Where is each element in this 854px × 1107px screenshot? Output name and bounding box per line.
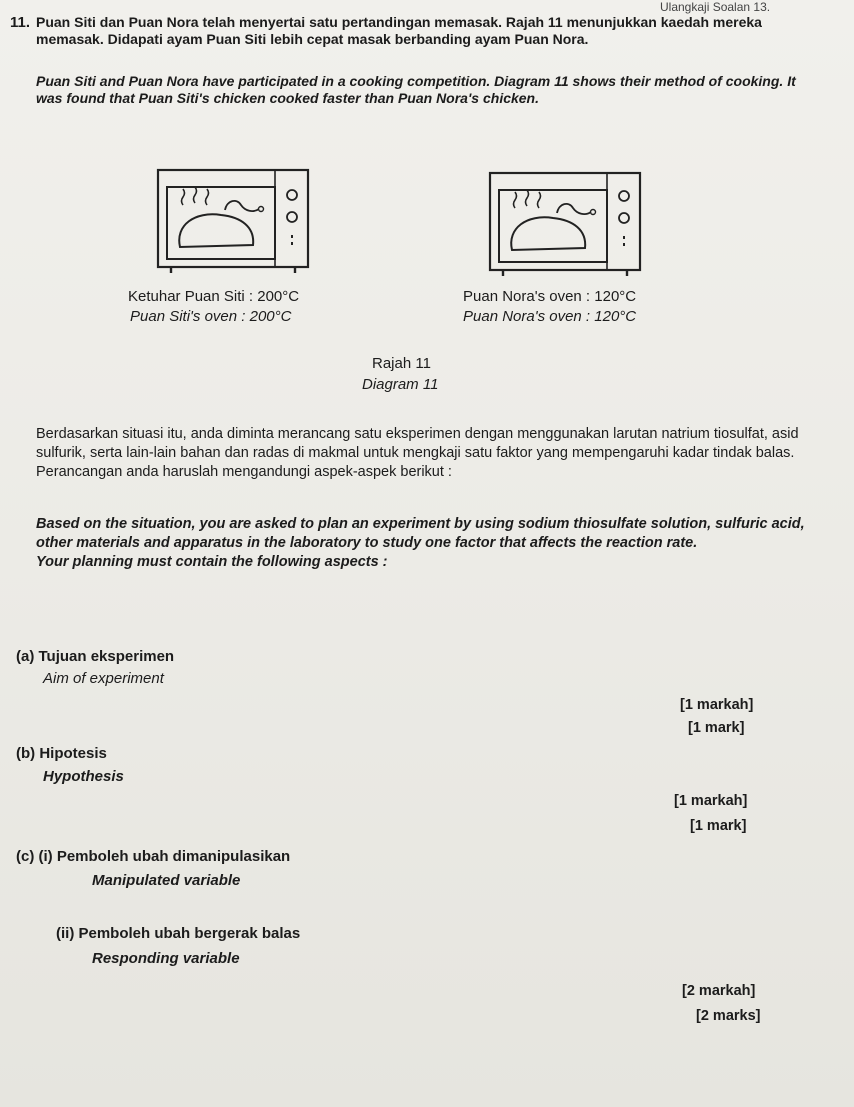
question-intro-malay: Puan Siti dan Puan Nora telah menyertai satu pertandingan memasak. Rajah 11 menunjukkan kaedah mereka memasak. Didapati ayam Puan Siti lebih cepat masak berbanding ayam Puan Nora. <box>36 14 762 47</box>
part-c-i-label-malay: (c) (i) Pemboleh ubah dimanipulasikan <box>16 848 291 865</box>
page-header-text: Ulangkaji Soalan 13. <box>660 0 771 14</box>
instructions-english-text: Based on the situation, you are asked to plan an experiment by using sodium thiosulfate solution, sulfuric acid, other materials and apparatus in the laboratory to study one factor that affects the reaction rate. <box>36 516 805 551</box>
diagram-caption-malay: Rajah 11 <box>372 355 431 372</box>
part-a-marks-english: [1 mark] <box>688 720 745 736</box>
question-intro-english: Puan Siti and Puan Nora have participated in a cooking competition. Diagram 11 shows their method of cooking. It was found that Puan Siti's chicken cooked faster than Puan Nora's chicken. <box>36 73 796 106</box>
part-a-label-malay: (a) Tujuan eksperimen <box>16 648 175 665</box>
part-b-label-malay: (b) Hipotesis <box>16 745 107 762</box>
part-b-marks-malay: [1 markah] <box>674 793 748 809</box>
instructions-malay <box>36 425 826 482</box>
part-c-marks-malay: [2 markah] <box>682 983 756 999</box>
part-c-i-label-english: Manipulated variable <box>92 872 241 889</box>
oven-nora-label-english: Puan Nora's oven : 120°C <box>463 308 637 325</box>
part-c-ii-label-english: Responding variable <box>92 950 240 967</box>
instructions-english <box>36 515 826 572</box>
oven-illustration-nora <box>487 168 647 283</box>
part-c-ii-label-malay: (ii) Pemboleh ubah bergerak balas <box>56 925 301 942</box>
diagram-caption-english: Diagram 11 <box>362 376 439 393</box>
instructions-malay-aspects: Perancangan anda haruslah mengandungi aspek-aspek berikut : <box>36 464 452 480</box>
oven-siti-label-malay: Ketuhar Puan Siti : 200°C <box>128 288 300 305</box>
part-a-marks-malay: [1 markah] <box>680 697 754 713</box>
oven-illustration-siti <box>155 165 315 280</box>
instructions-english-aspects: Your planning must contain the following aspects : <box>36 554 388 570</box>
part-b-marks-english: [1 mark] <box>690 818 747 834</box>
question-number: 11. <box>10 14 31 31</box>
part-a-label-english: Aim of experiment <box>43 670 164 687</box>
oven-siti-label-english: Puan Siti's oven : 200°C <box>130 308 292 325</box>
instructions-malay-text: Berdasarkan situasi itu, anda diminta merancang satu eksperimen dengan menggunakan larutan natrium tiosulfat, asid sulfurik, serta lain-lain bahan dan radas di makmal untuk mengkaji satu faktor yang mempengaruhi kadar tindak balas. <box>36 426 799 461</box>
part-c-marks-english: [2 marks] <box>696 1008 761 1024</box>
oven-nora-label-malay: Puan Nora's oven : 120°C <box>463 288 637 305</box>
part-b-label-english: Hypothesis <box>43 768 124 785</box>
